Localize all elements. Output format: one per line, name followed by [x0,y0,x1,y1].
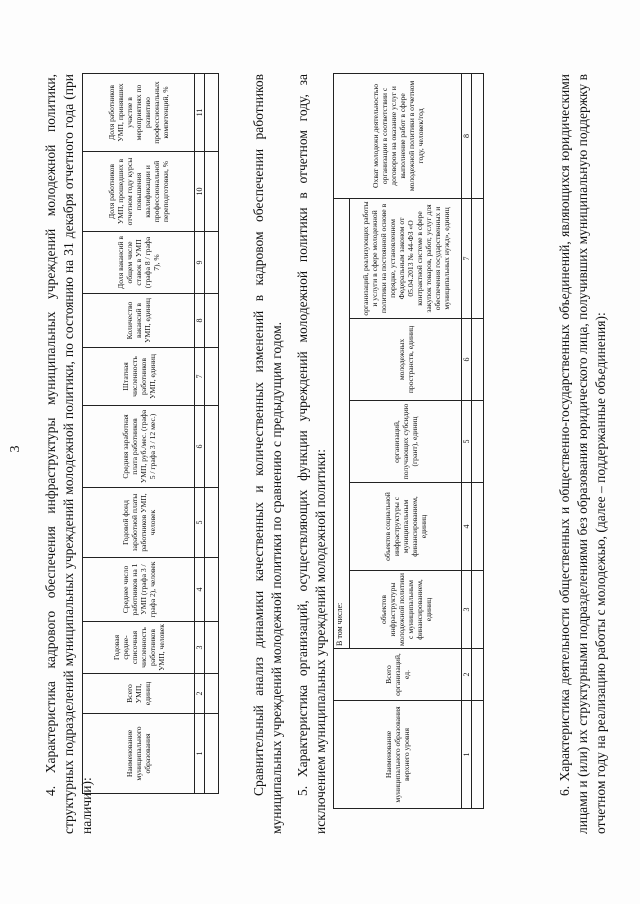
staffing-empty-cell [205,294,219,348]
org-empty-cell [472,198,484,318]
org-col-number: 4 [462,483,472,571]
org-col-number: 7 [462,198,472,318]
staffing-col-header: Всего УМП, единиц [83,674,195,714]
org-col-header: организаций, реализующих работы и услуги в сфере молодежной политики на постоянной основе в порядке, установленном Федеральным законом от 05.04.2013 № 44-ФЗ «О контрактной системе в сфере закупок товаров, работ, услуг для обеспечения государственных и муниципальных нужд», единиц [350,198,462,318]
staffing-empty-cell [205,714,219,794]
staffing-empty-cell [205,232,219,294]
staffing-empty-cell [205,406,219,488]
org-empty-cell [472,571,484,649]
staffing-col-header: Годовой фонд заработной платы работников УМП, человек [83,488,195,558]
organizations-table-top-row [334,73,350,808]
organizations-table [333,73,484,809]
staffing-empty-cell [205,488,219,558]
staffing-col-number: 10 [195,152,205,232]
org-col-header: молодежных пространств, единиц [350,319,462,401]
staffing-empty-cell [205,152,219,232]
staffing-col-header: Средняя заработная плата работников УМП, руб./мес. (графа 5 / графа 3 / 12 мес.) [83,406,195,488]
staffing-col-number: 5 [195,488,205,558]
staffing-col-header: Доля работников УМП, принявших участие в мероприятиях по развитию профессиональных компетенций, % [83,74,195,152]
staffing-col-number: 11 [195,74,205,152]
org-col-number: 5 [462,401,472,483]
staffing-col-number: 9 [195,232,205,294]
org-col-number: 6 [462,319,472,401]
org-col-header: Наименование муниципального образования верхнего уровня [334,701,462,809]
org-col-number: 8 [462,73,472,198]
staffing-col-header: Годовая средне-списочная численность работников УМП, человек [83,622,195,674]
organizations-table-number-row [462,73,472,808]
org-empty-cell [472,701,484,809]
staffing-col-header: Доля вакансий в общем числе ставок в УМП (графа 8 / графа 7), % [83,232,195,294]
org-empty-cell [472,401,484,483]
staffing-col-header: Наименование муниципального образования [83,714,195,794]
org-col-header: объектов социальной инфраструктуры с муниципальным финансированием, единиц [350,483,462,571]
section-5-heading: 5. Характеристика организаций, осуществляющих функции учреждений молодежной политики в отчетном году, за исключением муниципальных учреждений молодежной политики: [295,74,328,834]
staffing-col-number: 7 [195,348,205,406]
comparative-analysis-text: Сравнительный анализ динамики качественных и количественных изменений в кадровом обеспечении работников муниципальных учреждений молодежной политики по сравнению с предыдущим годом. [251,74,284,834]
staffing-table-empty-row [205,74,219,794]
org-col-number: 1 [462,701,472,809]
staffing-col-number: 6 [195,406,205,488]
staffing-col-header: Штатная численность работников УМП, единиц [83,348,195,406]
staffing-col-number: 8 [195,294,205,348]
staffing-col-number: 3 [195,622,205,674]
org-col-number: 3 [462,571,472,649]
staffing-table-header-row [83,74,195,794]
organizations-table-empty-row [472,73,484,808]
staffing-empty-cell [205,348,219,406]
staffing-col-number: 4 [195,558,205,622]
staffing-table-number-row [195,74,205,794]
page-number: 3 [8,445,23,453]
org-empty-cell [472,73,484,198]
org-col-header: объектов инфраструктуры молодежной политики с муниципальным финансированием, единиц [350,571,462,649]
section-6-heading: 6. Характеристика деятельности общественных и общественно-государственных объединений, являющихся юридическими лицами и (или) их структурными подразделениями без образования юридического лица, получивших муниципальную поддержку в отчетном году на реализацию работы с молодежью, (далее – поддержанные объединения): [557,74,608,834]
org-subheader: В том числе: [334,198,350,648]
org-col-header: организаций, получающих субсидию (грант), единиц [350,401,462,483]
org-col-header: Охват молодежи деятельностью организации в соответствии с договором на оказание услуг и выполнение работ в сфере молодежной политики в отчетном году, человек/год [334,73,462,198]
org-col-number: 2 [462,649,472,701]
staffing-col-number: 2 [195,674,205,714]
staffing-col-header: Среднее число работников на 1 УМП (графа 3 / графа 2), человек [83,558,195,622]
staffing-empty-cell [205,558,219,622]
org-empty-cell [472,649,484,701]
org-col-header: Всего организаций, ед. [334,649,462,701]
staffing-empty-cell [205,622,219,674]
section-4-heading: 4. Характеристика кадрового обеспечения инфраструктуры муниципальных учреждений молодежной политики, структурных подразделений муниципальных учреждений молодежной политики, по состоянию на 31 декабря отчетного года (при наличии): [43,74,94,834]
org-empty-cell [472,319,484,401]
staffing-empty-cell [205,74,219,152]
staffing-table [82,73,219,794]
staffing-col-header: Доля работников УМП, прошедших в отчетном году курсы повышения квалификации и профессиональной переподготовки, % [83,152,195,232]
staffing-col-header: Количество вакансий в УМП, единиц [83,294,195,348]
staffing-col-number: 1 [195,714,205,794]
staffing-empty-cell [205,674,219,714]
org-empty-cell [472,483,484,571]
